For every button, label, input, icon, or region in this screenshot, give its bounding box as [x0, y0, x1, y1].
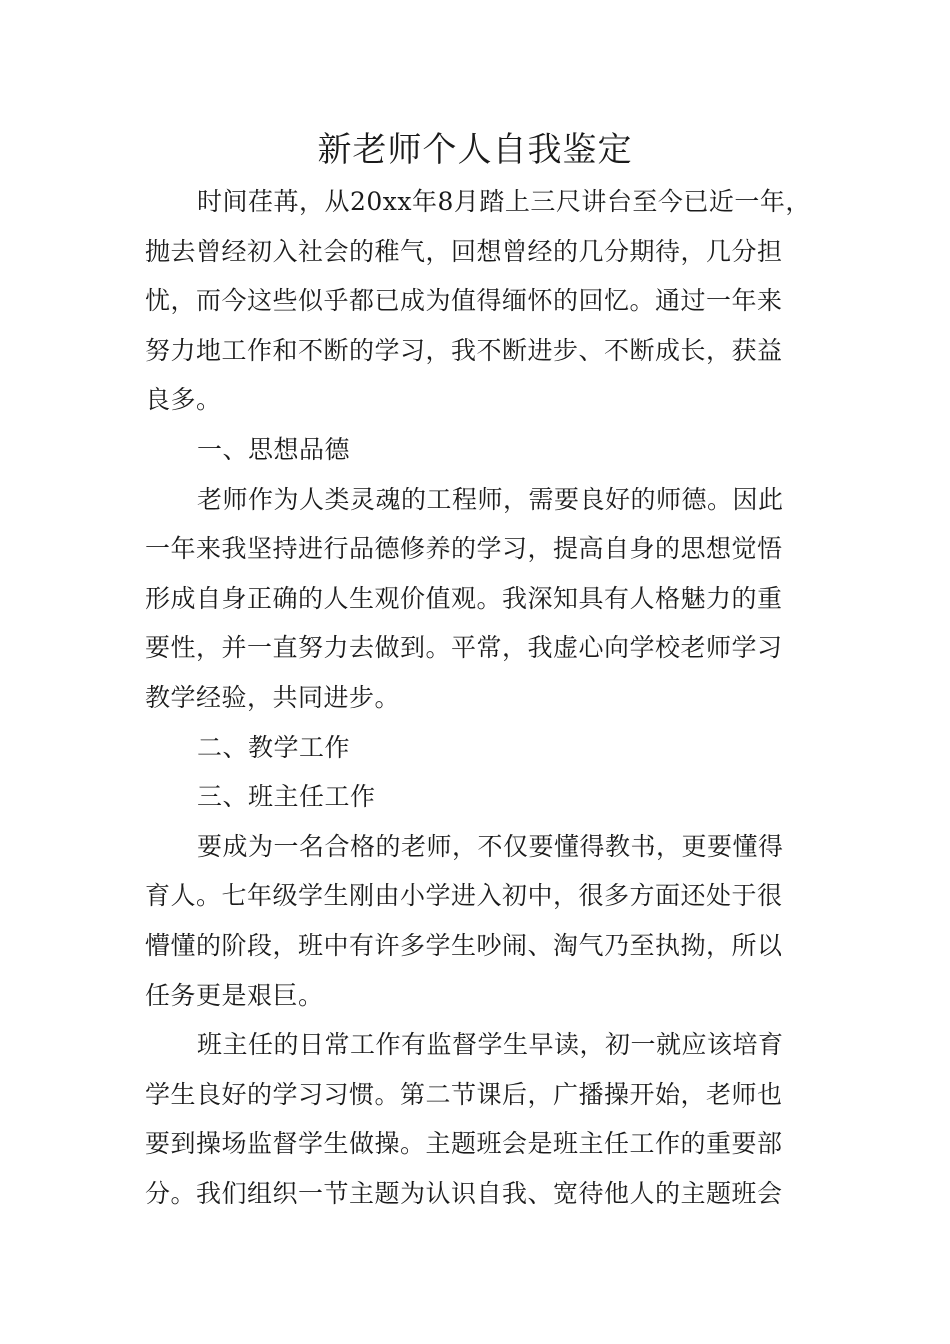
section-heading: 一、思想品德: [197, 434, 351, 464]
paragraph-line: 要到操场监督学生做操。主题班会是班主任工作的重要部: [145, 1129, 783, 1159]
paragraph-line: 任务更是艰巨。: [145, 980, 324, 1010]
paragraph-line: 要性，并一直努力去做到。平常，我虚心向学校老师学习: [145, 633, 783, 663]
paragraph-line: 时间荏苒，从20xx年8月踏上三尺讲台至今已近一年，: [197, 187, 811, 216]
paragraph-line: 形成自身正确的人生观价值观。我深知具有人格魅力的重: [145, 583, 783, 613]
paragraph-line: 育人。七年级学生刚由小学进入初中，很多方面还处于很: [145, 881, 783, 911]
document-body: [145, 177, 830, 1218]
paragraph-line: 一年来我坚持进行品德修养的学习，提高自身的思想觉悟: [145, 534, 783, 564]
paragraph-line: 抛去曾经初入社会的稚气，回想曾经的几分期待，几分担: [145, 236, 783, 266]
paragraph-line: 努力地工作和不断的学习，我不断进步、不断成长，获益: [145, 335, 783, 365]
paragraph-line: 学生良好的学习习惯。第二节课后，广播操开始，老师也: [145, 1079, 783, 1109]
body-paragraph: [145, 822, 830, 1020]
body-paragraph: [145, 1020, 830, 1218]
paragraph-line: 懵懂的阶段，班中有许多学生吵闹、淘气乃至执拗，所以: [145, 930, 783, 960]
paragraph-line: 忧，而今这些似乎都已成为值得缅怀的回忆。通过一年来: [145, 286, 783, 316]
paragraph-line: 要成为一名合格的老师，不仅要懂得教书，更要懂得: [197, 831, 784, 861]
section-heading: 三、班主任工作: [197, 782, 376, 812]
body-paragraph: [145, 475, 830, 723]
document-title: 新老师个人自我鉴定: [317, 130, 633, 170]
paragraph-line: 班主任的日常工作有监督学生早读，初一就应该培育: [197, 1030, 784, 1060]
paragraph-line: 良多。: [145, 385, 222, 415]
paragraph-line: 分。我们组织一节主题为认识自我、宽待他人的主题班会: [145, 1178, 783, 1208]
paragraph-line: 教学经验，共同进步。: [145, 682, 401, 712]
paragraph-line: 老师作为人类灵魂的工程师，需要良好的师德。因此: [197, 484, 784, 514]
body-paragraph: [145, 177, 830, 425]
section-heading: 二、教学工作: [197, 732, 351, 762]
